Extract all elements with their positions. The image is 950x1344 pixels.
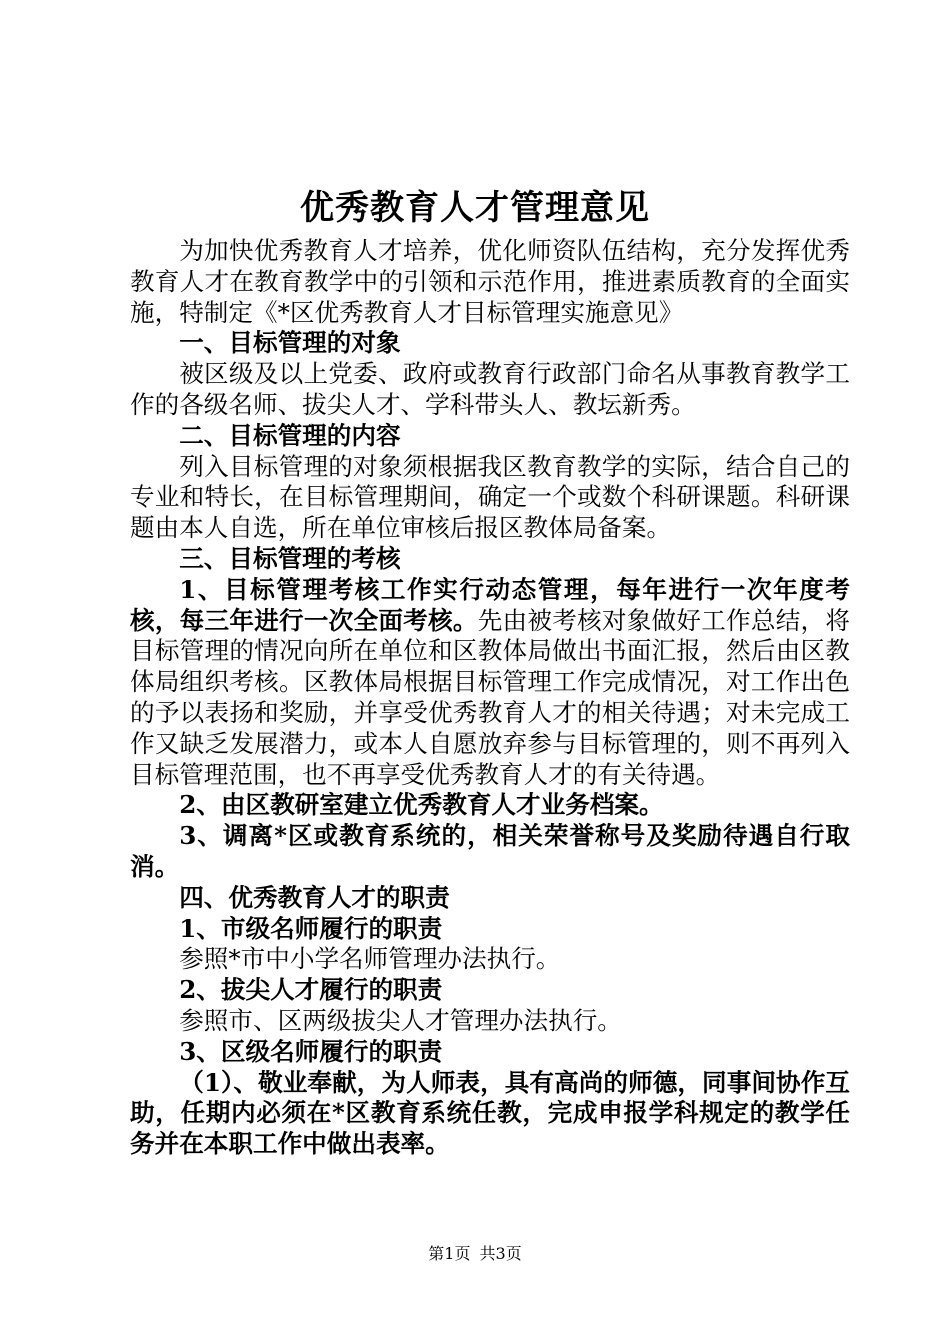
section-3-item-1-bold: 1、目标管理考核工作实行动态管理，每年进行一次年度考核，每三年进行一次全面考核。 xyxy=(130,574,850,635)
duty-3-item-1: （1）、敬业奉献，为人师表，具有高尚的师德，同事间协作互助，任期内必须在*区教育系统任教，完成申报学科规定的教学任务并在本职工作中做出表率。 xyxy=(130,1067,850,1159)
section-2-paragraph: 列入目标管理的对象须根据我区教育教学的实际，结合自己的专业和特长，在目标管理期间，确定一个或数个科研课题。科研课题由本人自选，所在单位审核后报区教体局备案。 xyxy=(130,451,850,543)
duty-heading-1: 1、市级名师履行的职责 xyxy=(179,913,443,943)
section-heading-4: 四、优秀教育人才的职责 xyxy=(179,882,450,912)
section-3-item-1-rest: 先由被考核对象做好工作总结，将目标管理的情况向所在单位和区教体局做出书面汇报，然后由区教体局组织考核。区教体局根据目标管理工作完成情况，对工作出色的予以表扬和奖励，并享受优秀教育人才的相关待遇；对未完成工作又缺乏发展潜力，或本人自愿放弃参与目标管理的，则不再列入目标管理范围，也不再享受优秀教育人才的有关待遇。 xyxy=(130,605,850,789)
page-total: 共3页 xyxy=(479,1244,522,1263)
section-3-item-1 xyxy=(130,575,850,791)
page-footer xyxy=(0,1242,950,1266)
intro-paragraph: 为加快优秀教育人才培养，优化师资队伍结构，充分发挥优秀教育人才在教育教学中的引领和示范作用，推进素质教育的全面实施，特制定《*区优秀教育人才目标管理实施意见》 xyxy=(130,236,850,327)
section-3-item-2: 2、由区教研室建立优秀教育人才业务档案。 xyxy=(179,790,664,820)
section-1-paragraph: 被区级及以上党委、政府或教育行政部门命名从事教育教学工作的各级名师、拔尖人才、学科带头人、教坛新秀。 xyxy=(130,359,850,419)
document-body xyxy=(130,236,850,1160)
section-heading-2: 二、目标管理的内容 xyxy=(179,420,401,450)
duty-1-paragraph: 参照*市中小学名师管理办法执行。 xyxy=(179,944,561,974)
section-heading-3: 三、目标管理的考核 xyxy=(179,543,401,573)
document-title: 优秀教育人才管理意见 xyxy=(300,188,650,228)
section-heading-1: 一、目标管理的对象 xyxy=(179,328,401,358)
duty-heading-2: 2、拔尖人才履行的职责 xyxy=(179,975,443,1005)
page-number: 第1页 xyxy=(428,1244,471,1263)
section-3-item-3: 3、调离*区或教育系统的，相关荣誉称号及奖励待遇自行取消。 xyxy=(130,821,850,881)
duty-heading-3: 3、区级名师履行的职责 xyxy=(179,1036,443,1066)
duty-2-paragraph: 参照市、区两级拔尖人才管理办法执行。 xyxy=(179,1005,622,1035)
